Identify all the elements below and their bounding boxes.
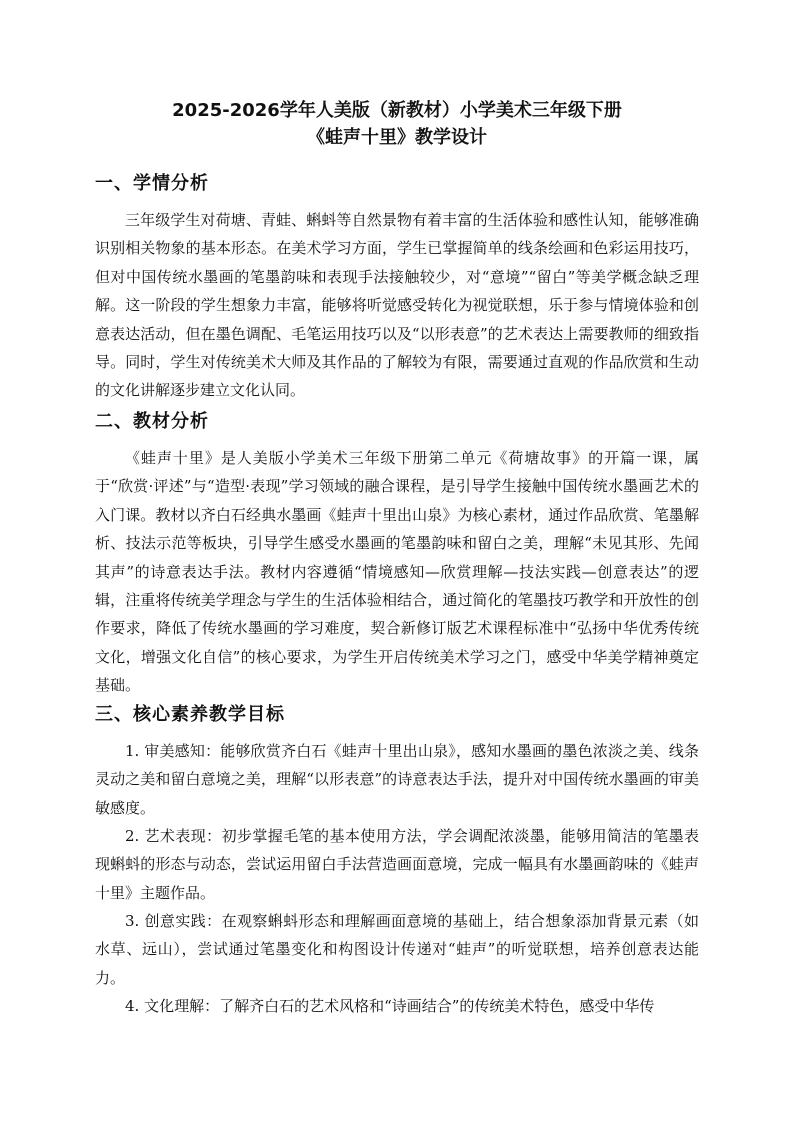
- goal-item-aesthetic: 1. 审美感知：能够欣赏齐白石《蛙声十里出山泉》，感知水墨画的墨色浓淡之美、线条灵动之美和留白意境之美，理解“以形表意”的诗意表达手法，提升对中国传统水墨画的审美敏感度。: [95, 742, 699, 817]
- section-heading-textbook-analysis: 二、教材分析: [95, 411, 209, 432]
- learning-analysis-paragraph: 三年级学生对荷塘、青蛙、蝌蚪等自然景物有着丰富的生活体验和感性认知，能够准确识别相关物象的基本形态。在美术学习方面，学生已掌握简单的线条绘画和色彩运用技巧，但对中国传统水墨画的笔墨韵味和表现手法接触较少，对“意境”“留白”等美学概念缺乏理解。这一阶段的学生想象力丰富，能够将听觉感受转化为视觉联想，乐于参与情境体验和创意表达活动，但在墨色调配、毛笔运用技巧以及“以形表意”的艺术表达上需要教师的细致指导。同时，学生对传统美术大师及其作品的了解较为有限，需要通过直观的作品欣赏和生动的文化讲解逐步建立文化认同。: [95, 211, 699, 400]
- goal-item-creative: 3. 创意实践：在观察蝌蚪形态和理解画面意境的基础上，结合想象添加背景元素（如水草、远山），尝试通过笔墨变化和构图设计传递对“蛙声”的听觉联想，培养创意表达能力。: [95, 912, 699, 987]
- section-heading-core-goals: 三、核心素养教学目标: [95, 704, 285, 725]
- document-title-line2: 《蛙声十里》教学设计: [307, 127, 487, 148]
- textbook-analysis-paragraph: 《蛙声十里》是人美版小学美术三年级下册第二单元《荷塘故事》的开篇一课，属于“欣赏·评述”与“造型·表现”学习领域的融合课程，是引导学生接触中国传统水墨画艺术的入门课。教材以齐白石经典水墨画《蛙声十里出山泉》为核心素材，通过作品欣赏、笔墨解析、技法示范等板块，引导学生感受水墨画的笔墨韵味和留白之美，理解“未见其形、先闻其声”的诗意表达手法。教材内容遵循“情境感知—欣赏理解—技法实践—创意表达”的逻辑，注重将传统美学理念与学生的生活体验相结合，通过简化的笔墨技巧教学和开放性的创作要求，降低了传统水墨画的学习难度，契合新修订版艺术课程标准中“弘扬中华优秀传统文化，增强文化自信”的核心要求，为学生开启传统美术学习之门，感受中华美学精神奠定基础。: [95, 449, 699, 695]
- section-heading-learning-analysis: 一、学情分析: [95, 173, 209, 194]
- document-title-line1: 2025-2026学年人美版（新教材）小学美术三年级下册: [172, 100, 622, 121]
- goal-item-expression: 2. 艺术表现：初步掌握毛笔的基本使用方法，学会调配浓淡墨，能够用简洁的笔墨表现蝌蚪的形态与动态，尝试运用留白手法营造画面意境，完成一幅具有水墨画韵味的《蛙声十里》主题作品。: [95, 827, 699, 902]
- goal-item-culture: 4. 文化理解：了解齐白石的艺术风格和“诗画结合”的传统美术特色，感受中华传: [125, 997, 655, 1015]
